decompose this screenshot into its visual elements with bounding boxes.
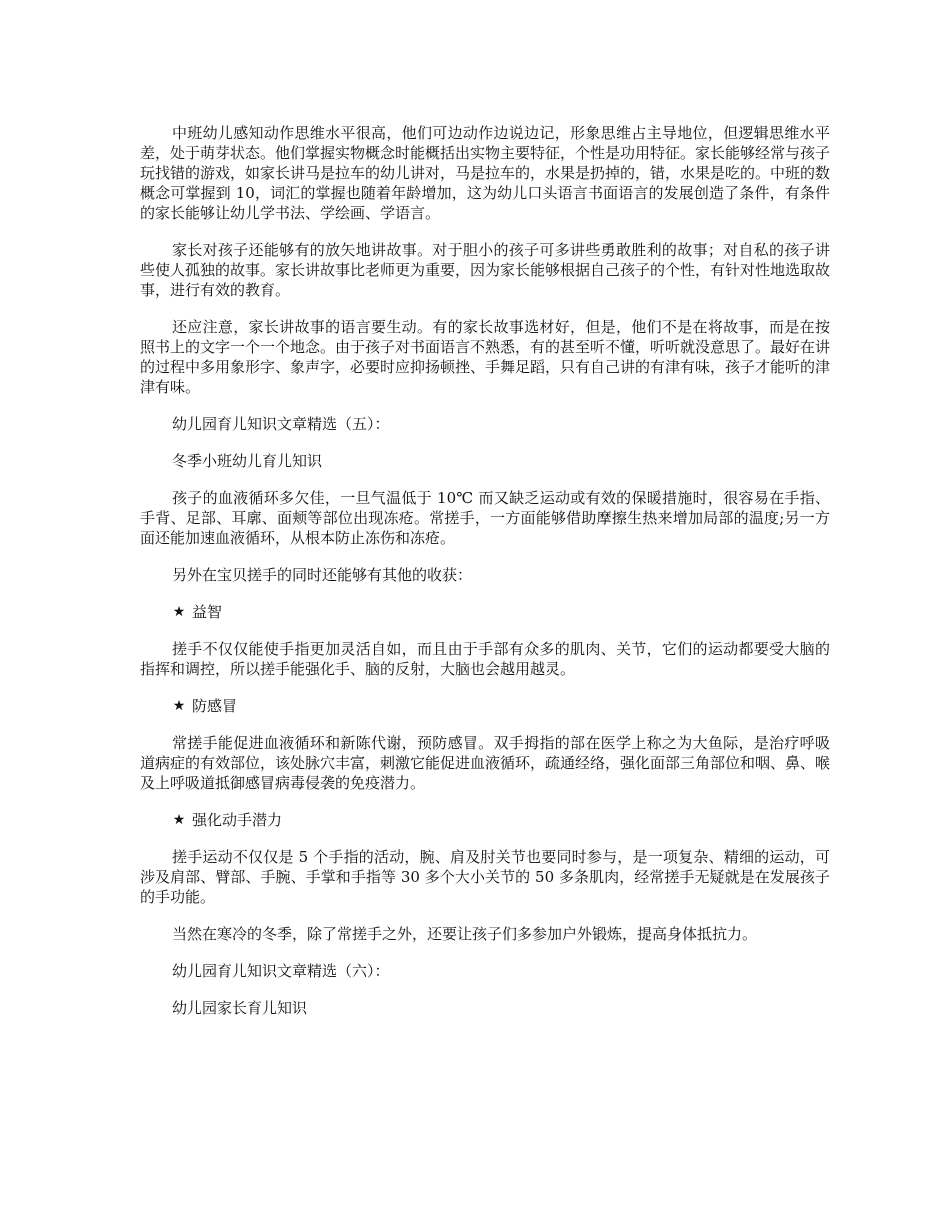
section-subtitle-winter: 冬季小班幼儿育儿知识	[172, 452, 323, 470]
paragraph-outdoor-exercise: 当然在寒冷的冬季，除了常搓手之外，还要让孩子们多参加户外锻炼，提高身体抵抗力。	[172, 925, 758, 943]
bullet-label: 益智	[192, 603, 223, 621]
bullet-item-intelligence	[140, 602, 830, 622]
paragraph-middle-class-cognition: 中班幼儿感知动作思维水平很高，他们可边动作边说边记，形象思维占主导地位，但逻辑思维水平差，处于萌芽状态。他们掌握实物概念时能概括出实物主要特征，个性是功用特征。家长能够经常与孩子玩找错的游戏，如家长讲马是拉车的幼儿讲对，马是拉车的，水果是扔掉的，错，水果是吃的。中班的数概念可掌握到 10，词汇的掌握也随着年龄增加，这为幼儿口头语言书面语言的发展创造了条件，有条件的家长能够让幼儿学书法、学绘画、学语言。	[140, 124, 831, 222]
star-icon: ★	[172, 698, 186, 714]
bullet-label: 强化动手潜力	[192, 811, 283, 829]
paragraph-intelligence: 搓手不仅仅能使手指更加灵活自如，而且由于手部有众多的肌肉、关节，它们的运动都要受大脑的指挥和调控，所以搓手能强化手、脑的反射，大脑也会越用越灵。	[140, 640, 830, 678]
document-page	[140, 123, 830, 1035]
star-icon: ★	[172, 812, 186, 828]
section-subtitle-parents: 幼儿园家长育儿知识	[172, 999, 308, 1017]
bullet-item-cold-prevention	[140, 696, 830, 716]
paragraph-storytelling: 家长对孩子还能够有的放矢地讲故事。对于胆小的孩子可多讲些勇敢胜利的故事；对自私的孩子讲些使人孤独的故事。家长讲故事比老师更为重要，因为家长能够根据自己孩子的个性，有针对性地选取故事，进行有效的教育。	[140, 241, 831, 299]
paragraph-cold-prevention: 常搓手能促进血液循环和新陈代谢，预防感冒。双手拇指的部在医学上称之为大鱼际，是治疗呼吸道病症的有效部位，该处脉穴丰富，刺激它能促进血液循环，疏通经络，强化面部三角部位和咽、鼻、喉及上呼吸道抵御感冒病毒侵袭的免疫潜力。	[140, 734, 831, 792]
paragraph-blood-circulation: 孩子的血液循环多欠佳，一旦气温低于 10℃ 而又缺乏运动或有效的保暖措施时，很容易在手指、手背、足部、耳廓、面颊等部位出现冻疮。常搓手，一方面能够借助摩擦生热来增加局部的温度;另一方面还能加速血液循环，从根本防止冻伤和冻疮。	[140, 489, 830, 547]
section-heading-five: 幼儿园育儿知识文章精选（五）：	[172, 415, 390, 433]
paragraph-other-benefits: 另外在宝贝搓手的同时还能够有其他的收获：	[172, 566, 473, 584]
section-heading-six: 幼儿园育儿知识文章精选（六）：	[172, 962, 390, 980]
bullet-item-hand-ability	[140, 810, 830, 830]
bullet-label: 防感冒	[192, 697, 238, 715]
paragraph-hand-ability: 搓手运动不仅仅是 5 个手指的活动，腕、肩及肘关节也要同时参与，是一项复杂、精细的运动，可涉及肩部、臂部、手腕、手掌和手指等 30 多个大小关节的 50 多条肌肉，经常搓手无疑就是在发展孩子的手功能。	[140, 848, 830, 906]
star-icon: ★	[172, 604, 186, 620]
paragraph-story-language: 还应注意，家长讲故事的语言要生动。有的家长故事选材好，但是，他们不是在将故事，而是在按照书上的文字一个一个地念。由于孩子对书面语言不熟悉，有的甚至听不懂，听听就没意思了。最好在讲的过程中多用象形字、象声字，必要时应抑扬顿挫、手舞足蹈，只有自己讲的有津有味，孩子才能听的津津有味。	[140, 318, 831, 396]
